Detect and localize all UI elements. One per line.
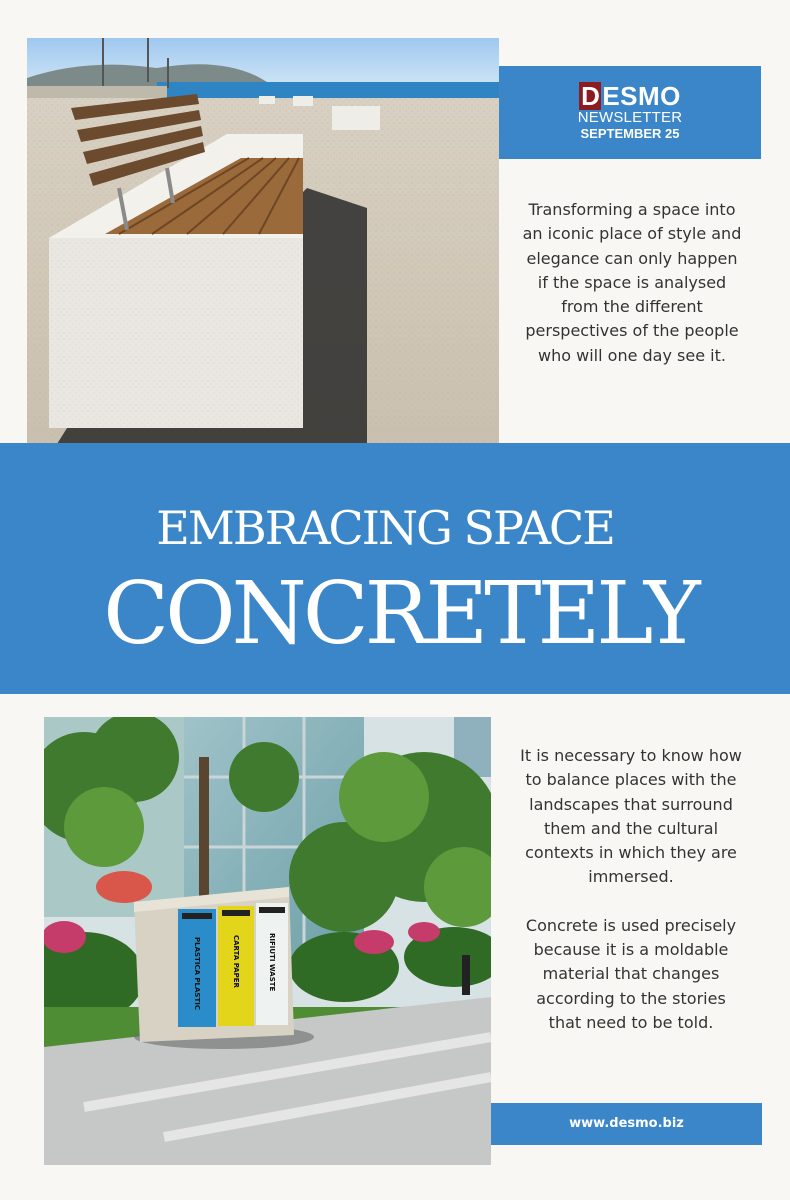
body-paragraph-2: Concrete is used precisely because it is a moldable material that changes according to the stories that need to be told. xyxy=(525,915,737,1032)
issue-date: SEPTEMBER 25 xyxy=(580,126,680,141)
desmo-logo: DESMO xyxy=(581,81,681,111)
website-link[interactable]: www.desmo.biz xyxy=(491,1103,762,1145)
headline-line-1: EMBRACING SPACE xyxy=(156,501,614,555)
headline-line-2: CONCRETELY xyxy=(103,564,697,664)
bin-label-plastic: PLASTICA PLASTIC xyxy=(193,937,201,1010)
bench-photo xyxy=(27,38,499,460)
bin-label-paper: CARTA PAPER xyxy=(232,935,240,988)
body-paragraph-1: It is necessary to know how to balance places with the landscapes that surround them and the cultural contexts in which they are immersed. xyxy=(520,746,742,887)
masthead xyxy=(499,66,761,159)
bin-label-waste: RIFIUTI WASTE xyxy=(268,933,276,992)
newsletter-label: NEWSLETTER xyxy=(577,109,683,126)
recycling-bin-photo xyxy=(44,717,491,1165)
body-text xyxy=(518,744,744,1035)
intro-text: Transforming a space into an iconic place of style and elegance can only happen if the space is analysed from the different perspectives of the people who will one day see it. xyxy=(522,200,742,365)
